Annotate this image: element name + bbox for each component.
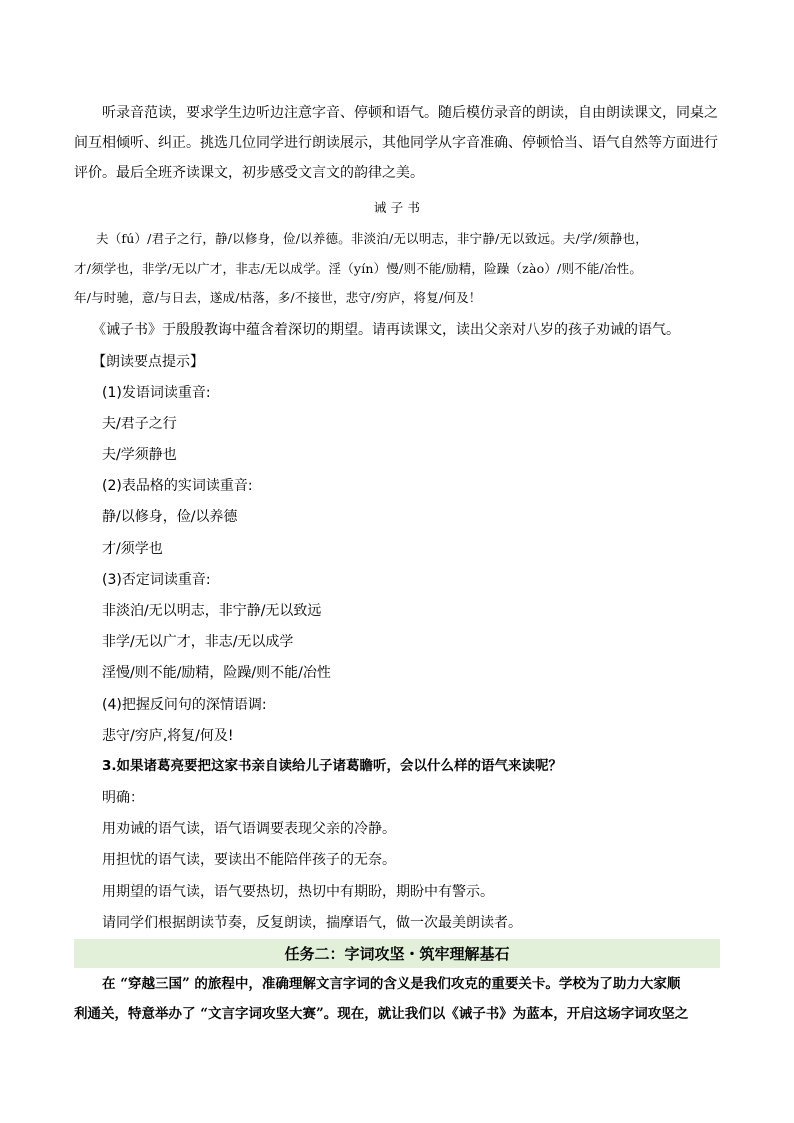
tip-2-example-1: 静/以修身，俭/以养德: [102, 509, 238, 525]
answer-2: 用担忧的语气读，要读出不能陪伴孩子的无奈。: [102, 852, 396, 868]
task-2-banner: [74, 939, 720, 968]
poem-line-3: 年/与时驰，意/与日去，遂成/枯落，多/不接世，悲守/穷庐，将复/何及！: [74, 290, 482, 305]
tip-1-heading: (1)发语词读重音:: [102, 385, 211, 401]
answer-1: 用劝诫的语气读，语气语调要表现父亲的冷静。: [102, 821, 396, 837]
poem-line-1: 夫（fú）/君子之行，静/以修身，俭/以养德。非淡泊/无以明志，非宁静/无以致远。夫/学/须静也，: [96, 231, 648, 246]
tip-1-example-1: 夫/君子之行: [102, 416, 177, 432]
poem-title: 诫 子 书: [373, 200, 421, 215]
tips-heading: 【朗读要点提示】: [92, 354, 204, 370]
tip-4-heading: (4)把握反问句的深情语调:: [102, 697, 267, 713]
question-3: 3.如果诸葛亮要把这家书亲自读给儿子诸葛瞻听，会以什么样的语气来读呢？: [102, 758, 563, 774]
answer-label: 明确：: [102, 790, 144, 806]
tip-3-heading: (3)否定词读重音:: [102, 572, 211, 588]
tip-2-example-2: 才/须学也: [102, 541, 163, 557]
tip-3-example-1: 非淡泊/无以明志，非宁静/无以致远: [102, 603, 322, 619]
intro-paragraph-line-1: 听录音范读，要求学生边听边注意字音、停顿和语气。随后模仿录音的朗读，自由朗读课文，同桌之: [102, 105, 718, 121]
poem-line-2: 才/须学也，非学/无以广才，非志/无以成学。淫（yín）慢/则不能/励精，险躁（zào）/则不能/冶性。: [74, 261, 643, 276]
intro-paragraph-line-3: 评价。最后全班齐读课文，初步感受文言文的韵律之美。: [74, 165, 424, 181]
task-2-intro-line-2: 利通关，特意举办了 “文言字词攻坚大赛”。现在，就让我们以《诫子书》为蓝本，开启这场字词攻坚之: [74, 1006, 689, 1022]
intro-paragraph-line-2: 间互相倾听、纠正。挑选几位同学进行朗读展示，其他同学从字音准确、停顿恰当、语气自然等方面进行: [74, 135, 718, 151]
task-2-title: 任务二：字词攻坚・筑牢理解基石: [284, 945, 510, 963]
answer-4: 请同学们根据朗读节奏，反复朗读，揣摩语气，做一次最美朗读者。: [102, 915, 522, 931]
answer-3: 用期望的语气读，语气要热切，热切中有期盼，期盼中有警示。: [102, 884, 494, 900]
tip-4-example-1: 悲守/穷庐,将复/何及!: [102, 728, 234, 744]
tip-3-example-2: 非学/无以广才，非志/无以成学: [102, 634, 294, 650]
reading-prompt: 《诫子书》于殷殷教诲中蕴含着深切的期望。请再读课文，读出父亲对八岁的孩子劝诫的语气。: [92, 322, 680, 338]
tip-2-heading: (2)表品格的实词读重音:: [102, 478, 253, 494]
tip-3-example-3: 淫慢/则不能/励精，险躁/则不能/冶性: [102, 665, 331, 681]
tip-1-example-2: 夫/学须静也: [102, 447, 177, 463]
task-2-intro-line-1: 在 “穿越三国” 的旅程中，准确理解文言字词的含义是我们攻克的重要关卡。学校为了助力大家顺: [102, 976, 681, 992]
